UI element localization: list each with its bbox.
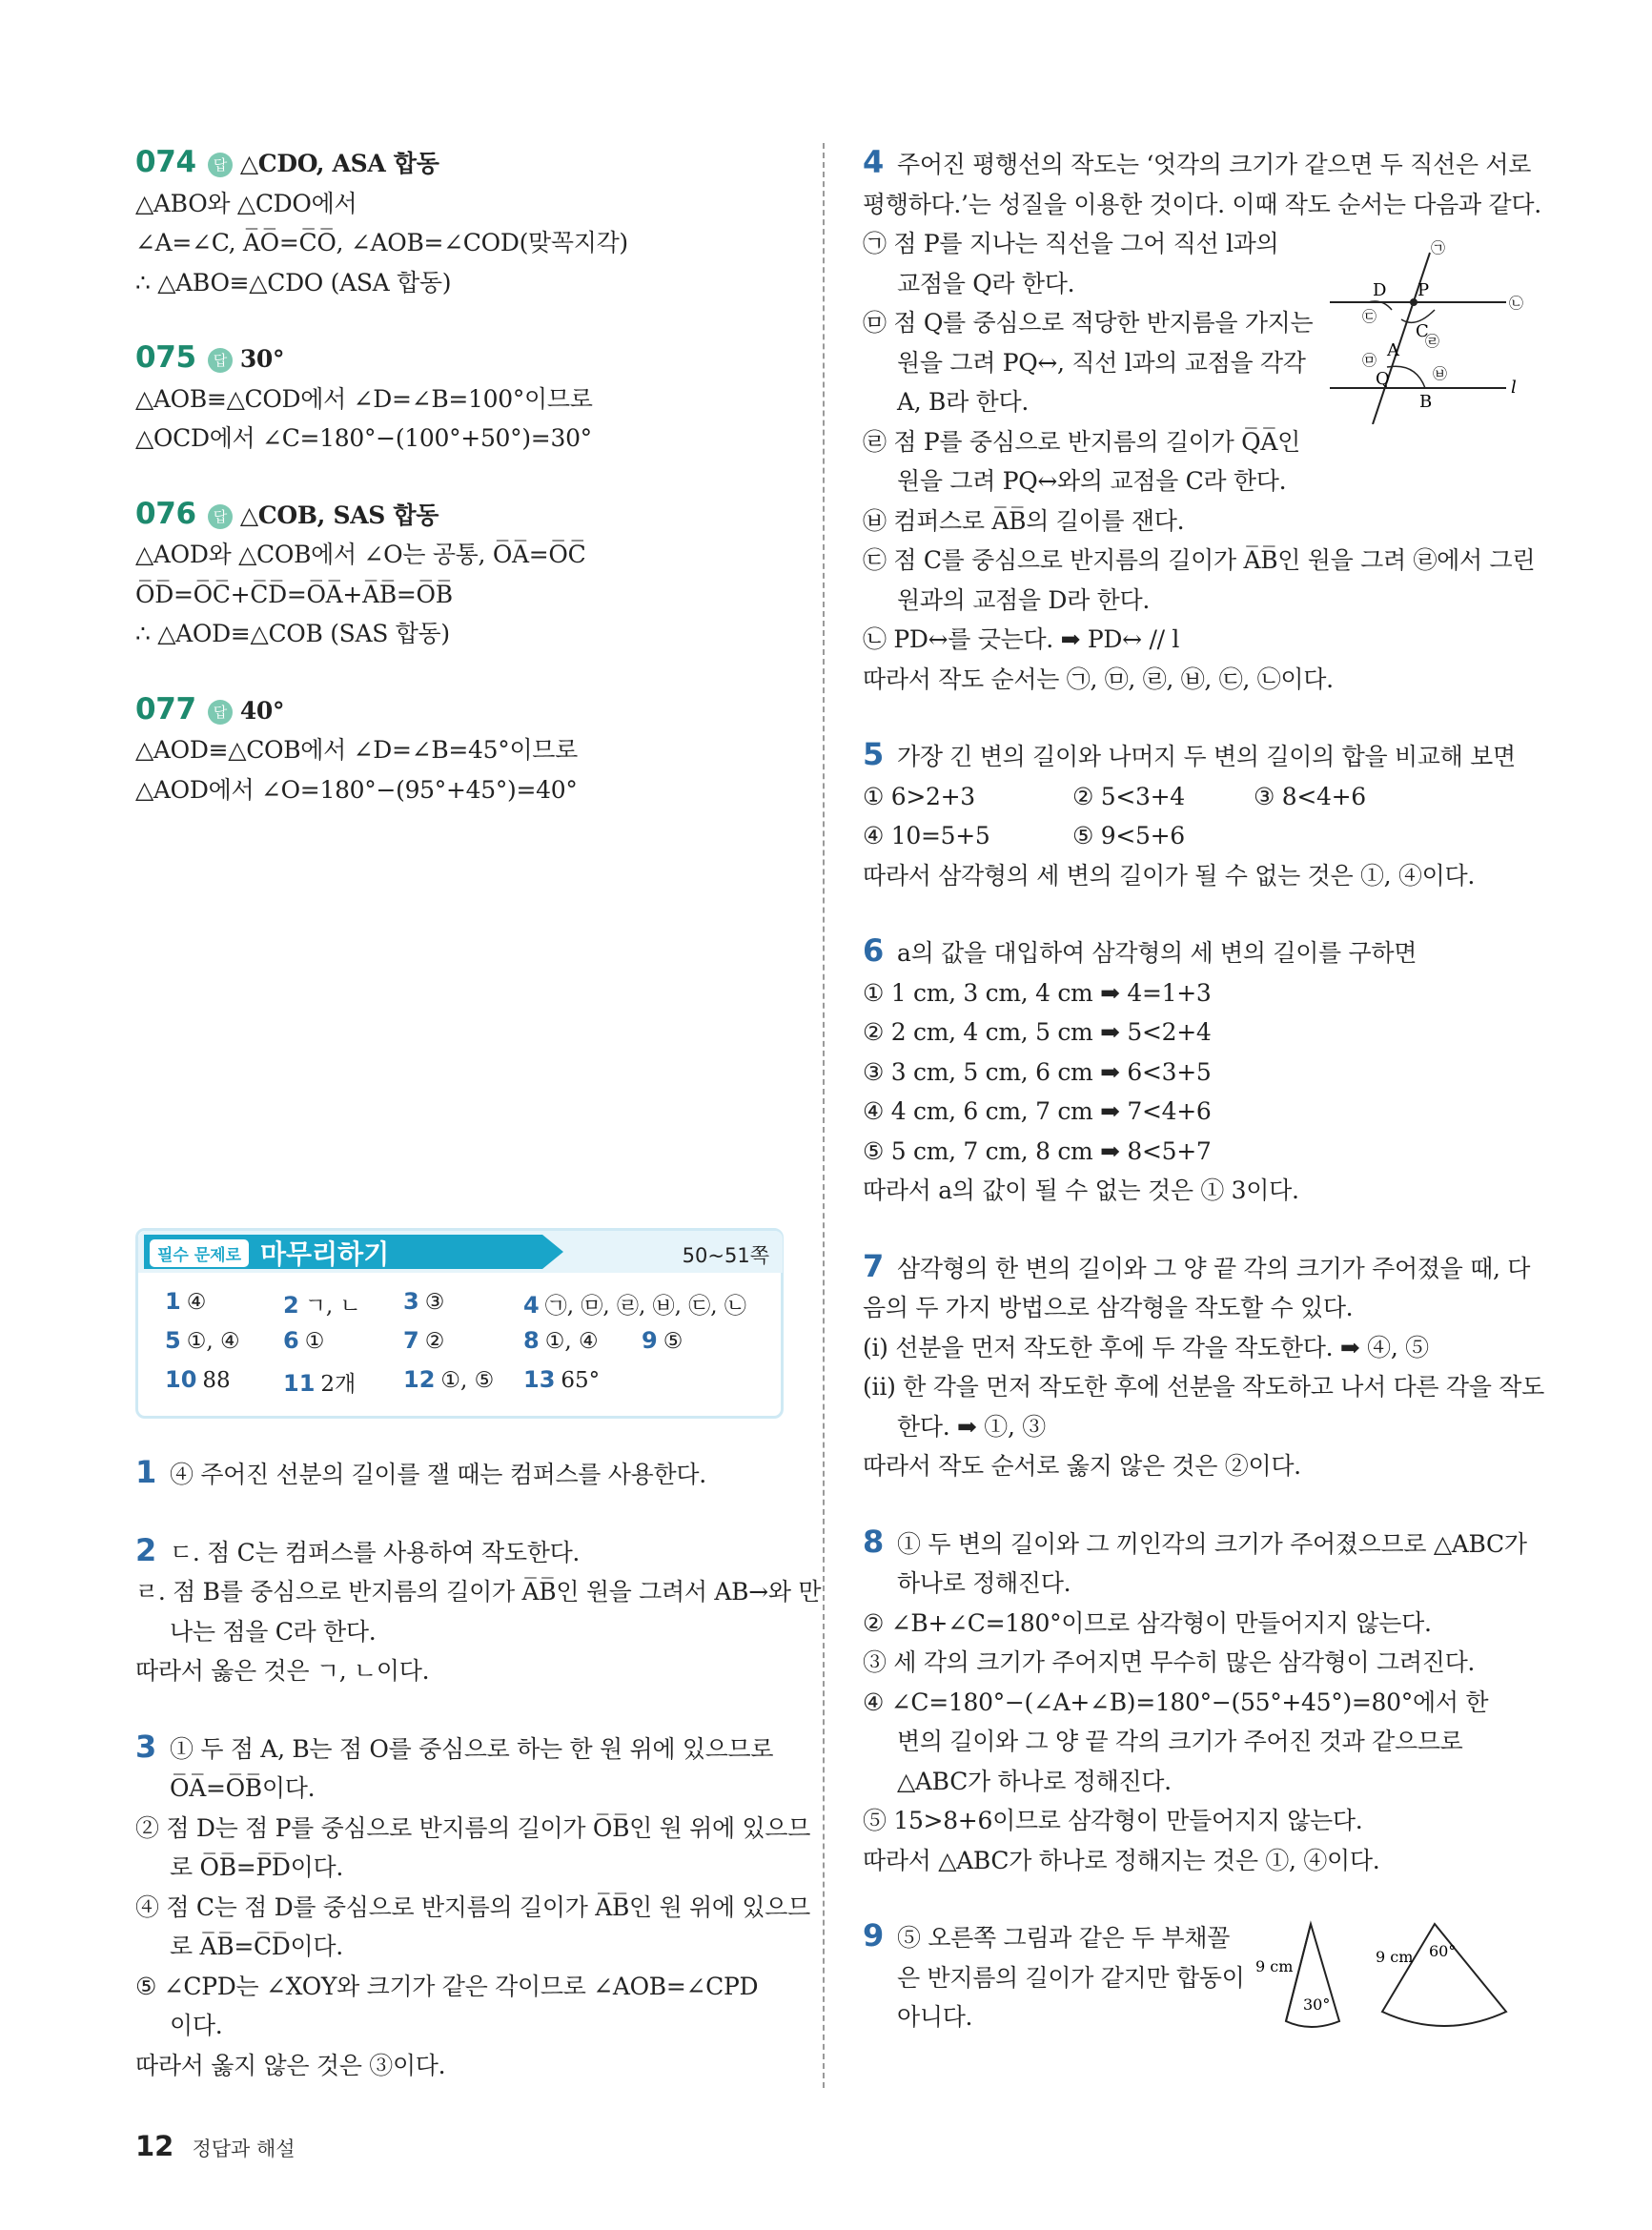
left-column: [135, 143, 793, 846]
solution-line: (ⅰ) 선분을 먼저 작도한 후에 두 각을 작도한다. ➡ ④, ⑤: [863, 1333, 1429, 1361]
problem-number: 3: [135, 1728, 156, 1765]
problem-number: 7: [863, 1247, 884, 1284]
problem-6: 6 a의 값을 대입하여 삼각형의 세 변의 길이를 구하면 ① 1 cm, 3 cm, 4 cm ➡ 4=1+3 ② 2 cm, 4 cm, 5 cm ➡ 5<2+4 ③ 3 cm, 5 cm, 6 cm ➡ 6<3+5 ④ 4 cm, 6 cm, 7 cm ➡ 7<4+6 ⑤ 5 cm, 7 cm, 8 cm ➡ 8<5+7 따라서 a의 값이 될 수 없는 것은 ① 3이다.: [863, 931, 1520, 1211]
solution-line: 아니다.: [897, 2003, 973, 2031]
summary-pages: 50~51쪽: [682, 1244, 769, 1267]
solution-line: ② 점 D는 점 P를 중심으로 반지름의 길이가 O̅B̅인 원 위에 있으므: [135, 1813, 811, 1842]
problem-8: 8 ① 두 변의 길이와 그 끼인각의 크기가 주어졌으므로 △ABC가 하나로 정해진다. ② ∠B+∠C=180°이므로 삼각형이 만들어지지 않는다. ③ 세 각의 크기가 주어지면 무수히 많은 삼각형이 그려진다. ④ ∠C=180°−(∠A+∠B)=180°−(55°+45°)=80°에서 한 변의 길이와 그 양 끝 각의 크기가 주어진 것과 같으므로 △ABC가 하나로 정해진다. ⑤ 15>8+6이므로 삼각형이 만들어지지 않는다. 따라서 △ABC가 하나로 정해지는 것은 ①, ④이다.: [863, 1523, 1520, 1881]
answer-item: 4 ㉠, ㉤, ㉣, ㉥, ㉢, ㉡: [523, 1292, 746, 1319]
problem-number: 5: [863, 736, 884, 772]
page-footer: [135, 2130, 296, 2162]
svg-text:60°: 60°: [1429, 1942, 1457, 1960]
solution-line: 따라서 옳은 것은 ㄱ, ㄴ이다.: [135, 1657, 430, 1685]
solution-line: 따라서 작도 순서는 ㉠, ㉤, ㉣, ㉥, ㉢, ㉡이다.: [863, 665, 1334, 693]
answer-item: 11 2개: [283, 1370, 357, 1397]
svg-text:B: B: [1419, 392, 1433, 412]
solution-line: △AOB≡△COD에서 ∠D=∠B=100°이므로: [135, 384, 593, 413]
problem-number: 4: [863, 144, 884, 180]
solution-line: ⑤ ∠CPD는 ∠XOY와 크기가 같은 각이므로 ∠AOB=∠CPD: [135, 1972, 759, 2000]
solution-line: ㉤ 점 Q를 중심으로 적당한 반지름을 가지는: [863, 309, 1314, 337]
svg-text:D: D: [1373, 280, 1387, 300]
answer-item: 1 ④: [165, 1288, 207, 1315]
problem-number: 9: [863, 1917, 884, 1954]
answer-item: 2 ㄱ, ㄴ: [283, 1292, 361, 1319]
svg-text:㉡: ㉡: [1509, 295, 1524, 312]
solution-line: 따라서 △ABC가 하나로 정해지는 것은 ①, ④이다.: [863, 1846, 1380, 1874]
summary-header: [138, 1231, 783, 1273]
solution-line: ∴ △AOD≡△COB (SAS 합동): [135, 620, 450, 647]
problem-number: 075: [135, 340, 196, 375]
solution-line: 로 A̅B̅=C̅D̅이다.: [170, 1933, 343, 1960]
problem-3: 3 ① 두 점 A, B는 점 O를 중심으로 하는 한 원 위에 있으므로 O̅A̅=O̅B̅이다. ② 점 D는 점 P를 중심으로 반지름의 길이가 O̅B̅인 원 위에 있으므 로 O̅B̅=P̅D̅이다. ④ 점 C는 점 D를 중심으로 반지름의 길이가 A̅B̅인 원 위에 있으므 로 A̅B̅=C̅D̅이다. ⑤ ∠CPD는 ∠XOY와 크기가 같은 각이므로 ∠AOB=∠CPD 이다. 따라서 옳지 않은 것은 ③이다.: [135, 1728, 793, 2086]
solution-line: 따라서 작도 순서로 옳지 않은 것은 ②이다.: [863, 1452, 1301, 1480]
answer-item: 10 88: [165, 1366, 231, 1393]
answer-badge: 답: [208, 348, 233, 373]
solution-line: ㉥ 컴퍼스로 A̅B̅의 길이를 잰다.: [863, 506, 1185, 535]
solution-line: 한다. ➡ ①, ③: [897, 1412, 1046, 1441]
problem-9: 9 ⑤ 오른쪽 그림과 같은 두 부채꼴 은 반지름의 길이가 같지만 합동이 아니다. 9 cm 30° 9 cm 60°: [863, 1916, 1520, 2037]
solution-line: 따라서 삼각형의 세 변의 길이가 될 수 없는 것은 ①, ④이다.: [863, 861, 1476, 890]
problem-4: 4 주어진 평행선의 작도는 ‘엇각의 크기가 같으면 두 직선은 서로 평행하다.’는 성질을 이용한 것이다. 이때 작도 순서는 다음과 같다. ㉠ 점 P를 지나는 직선을 그어 직선 l과의 교점을 Q라 한다. ㉤ 점 Q를 중심으로 적당한 반지름을 가지는 원을 그려 PQ↔, 직선 l과의 교점을 각각 A, B라 한다. ㉣ 점 P를 중심으로 반지름의 길이가 Q̅A̅인 원을 그려 PQ↔와의 교점을 C라 한다. ㉥ 컴퍼스로 A̅B̅의 길이를 잰다. ㉢ 점 C를 중심으로 반지름의 길이가 A̅B̅인 원을 그려 ㉣에서 그린 원과의 교점을 D라 한다. ㉡ PD↔를 긋는다. ➡ PD↔ // l 따라서 작도 순서는 ㉠, ㉤, ㉣, ㉥, ㉢, ㉡이다. P D C A Q B l ㉠ ㉡ ㉢ ㉣ ㉤ ㉥: [863, 143, 1520, 699]
solution-line: ㉣ 점 P를 중심으로 반지름의 길이가 Q̅A̅인: [863, 427, 1300, 456]
answer: 30°: [239, 345, 285, 373]
solution-line: 나는 점을 C라 한다.: [170, 1617, 377, 1646]
answer: 40°: [239, 696, 285, 725]
solution-line: 변의 길이와 그 양 끝 각의 크기가 주어진 것과 같으므로: [897, 1728, 1463, 1755]
problem-number: 1: [135, 1454, 156, 1490]
solution-line: △OCD에서 ∠C=180°−(100°+50°)=30°: [135, 424, 592, 452]
solution-line: ④ ∠C=180°−(∠A+∠B)=180°−(55°+45°)=80°에서 한: [863, 1688, 1489, 1716]
problem-2: 2 ㄷ. 점 C는 컴퍼스를 사용하여 작도한다. ㄹ. 점 B를 중심으로 반지름의 길이가 A̅B̅인 원을 그려서 AB→와 만 나는 점을 C라 한다. 따라서 옳은 것은 ㄱ, ㄴ이다.: [135, 1531, 793, 1691]
solution-line: ∴ △ABO≡△CDO (ASA 합동): [135, 268, 452, 297]
solution-075: [135, 338, 793, 459]
solution-line: ② 2 cm, 4 cm, 5 cm ➡ 5<2+4: [863, 1018, 1212, 1046]
solution-line: ㉡ PD↔를 긋는다. ➡ PD↔ // l: [863, 625, 1180, 653]
solution-line: ㉠ 점 P를 지나는 직선을 그어 직선 l과의: [863, 230, 1279, 257]
right-column: [863, 143, 1544, 2074]
problem-5: 5 가장 긴 변의 길이와 나머지 두 변의 길이의 합을 비교해 보면 ① 6>2+3 ② 5<3+4 ③ 8<4+6 ④ 10=5+5 ⑤ 9<5+6 따라서 삼각형의 세 변의 길이가 될 수 없는 것은 ①, ④이다.: [863, 735, 1520, 895]
solution-line: (ⅱ) 한 각을 먼저 작도한 후에 선분을 작도하고 나서 다른 각을 작도: [863, 1373, 1544, 1401]
answer: △COB, SAS 합동: [239, 501, 439, 529]
solution-line: 하나로 정해진다.: [897, 1569, 1071, 1597]
solution-line: ⑤ 5 cm, 7 cm, 8 cm ➡ 8<5+7: [863, 1136, 1212, 1165]
svg-text:30°: 30°: [1303, 1995, 1331, 2014]
left-lower-column: [135, 1453, 822, 2121]
summary-label: 필수 문제로: [150, 1239, 249, 1267]
summary-answer-box: [135, 1228, 784, 1419]
solution-line: △ABO와 △CDO에서: [135, 189, 357, 217]
svg-text:l: l: [1511, 378, 1517, 398]
solution-line: ④ 4 cm, 6 cm, 7 cm ➡ 7<4+6: [863, 1097, 1212, 1125]
answer-item: 8 ①, ④: [523, 1327, 599, 1354]
problem-number: 076: [135, 496, 196, 531]
solution-line: △AOD≡△COB에서 ∠D=∠B=45°이므로: [135, 736, 579, 764]
inequality-row: ④ 10=5+5 ⑤ 9<5+6: [863, 822, 1185, 849]
solution-line: △ABC가 하나로 정해진다.: [897, 1767, 1172, 1795]
solution-line: ③ 세 각의 크기가 주어지면 무수히 많은 삼각형이 그려진다.: [863, 1648, 1476, 1676]
problem-number: 6: [863, 932, 884, 969]
answer-item: 3 ③: [403, 1288, 445, 1315]
svg-text:㉠: ㉠: [1431, 239, 1446, 256]
solution-line: 평행하다.’는 성질을 이용한 것이다. 이때 작도 순서는 다음과 같다.: [863, 190, 1541, 218]
solution-line: 원과의 교점을 D라 한다.: [897, 585, 1150, 614]
svg-text:Q: Q: [1376, 369, 1390, 389]
solution-line: ③ 3 cm, 5 cm, 6 cm ➡ 6<3+5: [863, 1057, 1212, 1086]
parallel-construction-figure: [1320, 234, 1530, 424]
solution-line: ④ 점 C는 점 D를 중심으로 반지름의 길이가 A̅B̅인 원 위에 있으므: [135, 1892, 810, 1921]
solution-line: ⑤ 15>8+6이므로 삼각형이 만들어지지 않는다.: [863, 1807, 1363, 1834]
solution-line: 따라서 옳지 않은 것은 ③이다.: [135, 2051, 446, 2079]
problem-number: 074: [135, 145, 196, 179]
answer-item: 7 ②: [403, 1327, 445, 1354]
solution-line: 교점을 Q라 한다.: [897, 269, 1075, 297]
solution-line: O̅D̅=O̅C̅+C̅D̅=O̅A̅+A̅B̅=O̅B̅: [135, 580, 453, 608]
solution-line: ∠A=∠C, A̅O̅=C̅O̅, ∠AOB=∠COD(맞꼭지각): [135, 229, 628, 256]
inequality-row: ① 6>2+3 ② 5<3+4 ③ 8<4+6: [863, 782, 1366, 810]
solution-074: [135, 143, 793, 302]
solution-line: 원을 그려 PQ↔, 직선 l과의 교점을 각각: [897, 348, 1306, 377]
solution-line: 이다.: [170, 2012, 223, 2039]
problem-number: 077: [135, 691, 196, 726]
solution-line: 은 반지름의 길이가 같지만 합동이: [897, 1963, 1245, 1992]
solution-line: 원을 그려 PQ↔와의 교점을 C라 한다.: [897, 467, 1287, 495]
page-label: 정답과 해설: [192, 2138, 296, 2160]
svg-text:㉢: ㉢: [1362, 308, 1377, 325]
solution-076: [135, 495, 793, 654]
svg-text:㉥: ㉥: [1433, 365, 1448, 382]
problem-number: 2: [135, 1531, 156, 1568]
solution-line: 음의 두 가지 방법으로 삼각형을 작도할 수 있다.: [863, 1294, 1354, 1321]
problem-number: 8: [863, 1523, 884, 1560]
solution-077: [135, 690, 793, 810]
answer-item: 5 ①, ④: [165, 1327, 240, 1354]
problem-7: 7 삼각형의 한 변의 길이와 그 양 끝 각의 크기가 주어졌을 때, 다 음의 두 가지 방법으로 삼각형을 작도할 수 있다. (ⅰ) 선분을 먼저 작도한 후에 두 각을 작도한다. ➡ ④, ⑤ (ⅱ) 한 각을 먼저 작도한 후에 선분을 작도하고 나서 다른 각을 작도 한다. ➡ ①, ③ 따라서 작도 순서로 옳지 않은 것은 ②이다.: [863, 1247, 1520, 1486]
svg-text:P: P: [1417, 280, 1430, 300]
answer-item: 13 65°: [523, 1366, 601, 1393]
answer-badge: 답: [208, 153, 233, 177]
summary-title: 마무리하기: [260, 1238, 390, 1270]
svg-text:A: A: [1387, 340, 1399, 360]
svg-text:C: C: [1416, 321, 1429, 341]
problem-1: 1 ④ 주어진 선분의 길이를 잴 때는 컴퍼스를 사용한다.: [135, 1454, 706, 1490]
solution-line: △AOD와 △COB에서 ∠O는 공통, O̅A̅=O̅C̅: [135, 541, 586, 568]
answer-badge: 답: [208, 700, 233, 725]
solution-line: 따라서 a의 값이 될 수 없는 것은 ① 3이다.: [863, 1176, 1299, 1204]
answer-badge: 답: [208, 504, 233, 529]
answer-item: 6 ①: [283, 1327, 325, 1354]
svg-text:㉤: ㉤: [1362, 352, 1377, 369]
svg-text:㉣: ㉣: [1425, 333, 1440, 350]
answer-item: 12 ①, ⑤: [403, 1366, 495, 1393]
svg-text:9 cm: 9 cm: [1255, 1957, 1294, 1975]
solution-line: A, B라 한다.: [897, 388, 1029, 416]
solution-line: ② ∠B+∠C=180°이므로 삼각형이 만들어지지 않는다.: [863, 1608, 1432, 1637]
svg-text:9 cm: 9 cm: [1376, 1948, 1414, 1966]
solution-line: ㉢ 점 C를 중심으로 반지름의 길이가 A̅B̅인 원을 그려 ㉣에서 그린: [863, 546, 1536, 574]
solution-line: △AOD에서 ∠O=180°−(95°+45°)=40°: [135, 775, 578, 804]
solution-line: ㄹ. 점 B를 중심으로 반지름의 길이가 A̅B̅인 원을 그려서 AB→와 만: [135, 1578, 822, 1606]
answer: △CDO, ASA 합동: [239, 150, 439, 177]
solution-line: O̅A̅=O̅B̅이다.: [170, 1774, 316, 1802]
sector-figures: [1254, 1916, 1520, 2040]
solution-line: ① 1 cm, 3 cm, 4 cm ➡ 4=1+3: [863, 978, 1212, 1007]
answer-item: 9 ⑤: [642, 1327, 683, 1354]
solution-line: 로 O̅B̅=P̅D̅이다.: [170, 1853, 344, 1881]
column-divider: [823, 143, 825, 2088]
page-number: 12: [135, 2130, 174, 2162]
